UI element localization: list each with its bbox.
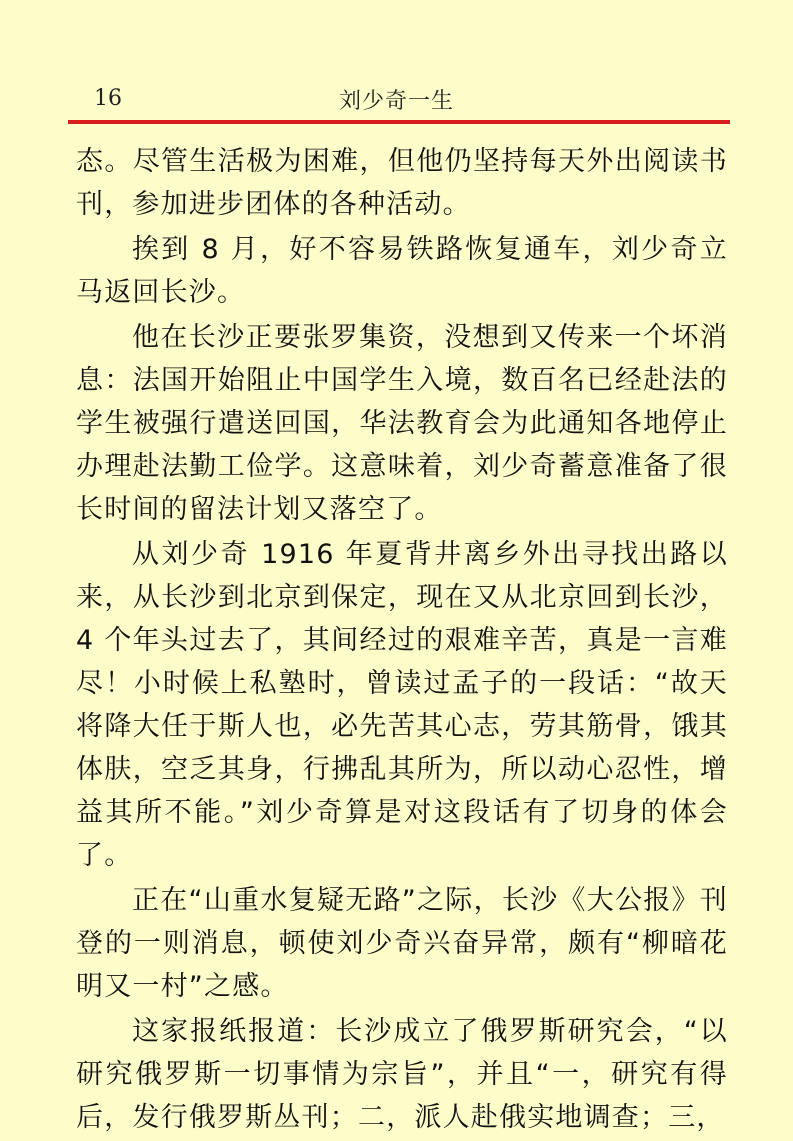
paragraph: 他在长沙正要张罗集资，没想到又传来一个坏消息：法国开始阻止中国学生入境，数百名已经赴法的学生被强行遣送回国，华法教育会为此通知各地停止办理赴法勤工俭学。这意味着，刘少奇蓄意准备了很长时间的留法计划又落空了。	[76, 322, 728, 525]
paragraph: 从刘少奇 1916 年夏背井离乡外出寻找出路以来，从长沙到北京到保定，现在又从北京回到长沙，4 个年头过去了，其间经过的艰难辛苦，真是一言难尽！小时候上私塾时，曾读过孟子的一段话：“故天将降大任于斯人也，必先苦其心志，劳其筋骨，饿其体肤，空乏其身，行拂乱其所为，所以动心忍性，增益其所不能。”刘少奇算是对这段话有了切身的体会了。	[76, 539, 728, 871]
running-title: 刘少奇一生	[338, 89, 454, 114]
paragraph: 正在“山重水复疑无路”之际，长沙《大公报》刊登的一则消息，顿使刘少奇兴奋异常，颇有“柳暗花明又一村”之感。	[76, 885, 728, 1002]
body-text	[76, 140, 728, 1141]
page-number: 16	[94, 86, 122, 111]
page-header	[0, 0, 793, 126]
paragraph: 挨到 8 月，好不容易铁路恢复通车，刘少奇立马返回长沙。	[76, 234, 728, 308]
header-rule	[68, 120, 730, 124]
paragraph-continued: 态。尽管生活极为困难，但他仍坚持每天外出阅读书刊，参加进步团体的各种活动。	[76, 146, 728, 220]
paragraph: 这家报纸报道：长沙成立了俄罗斯研究会，“以研究俄罗斯一切事情为宗旨”，并且“一，研究有得后，发行俄罗斯丛刊；二，派人赴俄实地调查；三，	[76, 1016, 728, 1133]
